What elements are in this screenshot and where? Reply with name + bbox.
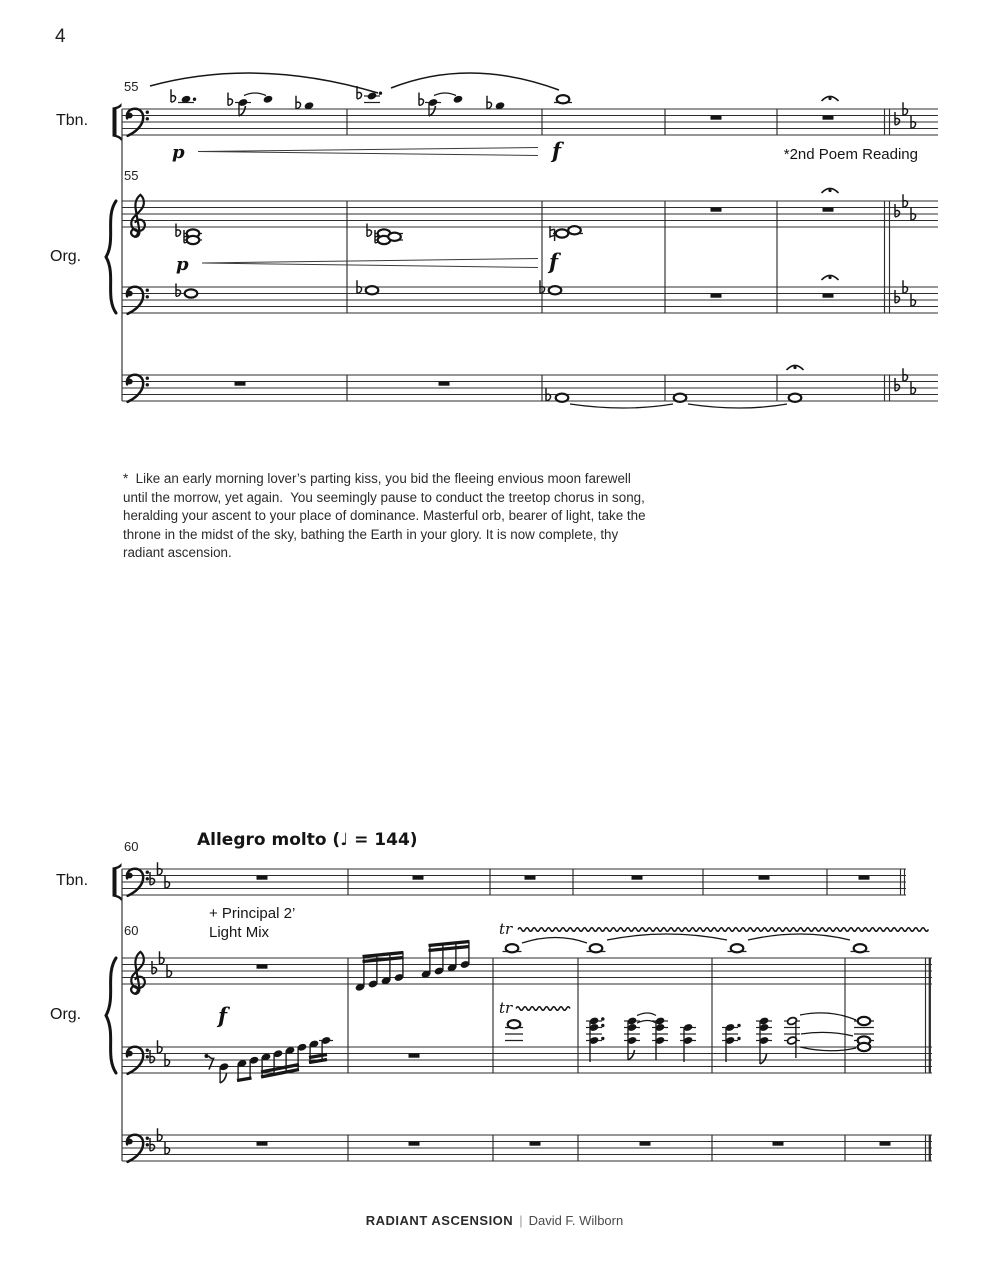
dynamic-p-organ: p (176, 254, 189, 275)
staff-organ-bass-system2 (122, 1040, 932, 1074)
chords-m64 (722, 1013, 856, 1064)
trill-label: tr (499, 999, 513, 1017)
measure-number-60-organ: 60 (124, 923, 139, 938)
system-1 (106, 73, 938, 408)
trombone-bracket-icon (113, 103, 122, 141)
dynamic-f-organ-s2: f (218, 1003, 228, 1028)
staff-trombone-system1 (122, 102, 938, 136)
registration-line-1: + Principal 2’ (209, 905, 296, 922)
tempo-marking: Allegro molto (♩ = 144) (197, 830, 418, 850)
measure-number-55-organ: 55 (124, 168, 139, 183)
dynamic-p-trombone: p (172, 142, 185, 163)
measure-number-60-trombone: 60 (124, 839, 139, 854)
footer-composer: David F. Wilborn (528, 1213, 624, 1228)
trill-wavy-line-icon (518, 928, 928, 932)
organ-music-system2 (205, 920, 929, 1083)
pedal-rests-system2 (257, 1142, 891, 1146)
trombone-label-system2: Tbn. (56, 872, 89, 889)
final-whole-chord (854, 1017, 874, 1051)
measure-number-55-trombone: 55 (124, 79, 139, 94)
system-2 (106, 862, 932, 1162)
footnote-line: throne in the midst of the sky, bathing the Earth in your glory. It is now complete, thy (123, 526, 619, 542)
dynamic-f-trombone: f (552, 138, 562, 163)
staff-organ-treble-system1 (122, 194, 938, 237)
tied-whole-notes-trill (499, 920, 928, 952)
organ-brace-icon (106, 958, 116, 1073)
page-number: 4 (55, 26, 66, 47)
trombone-music-system1 (150, 73, 839, 163)
crescendo-hairpin-trombone (198, 148, 538, 156)
dynamic-f-organ: f (549, 249, 559, 274)
fermata-icon (822, 188, 839, 193)
staff-pedal-system2 (122, 1128, 932, 1162)
footer-separator: | (519, 1213, 523, 1228)
footnote-line: heralding your ascent to your place of dominance. Masterful orb, bearer of light, take the (123, 508, 646, 524)
poem-reading-annotation: *2nd Poem Reading (783, 146, 918, 163)
staff-organ-bass-system1 (122, 280, 938, 314)
fermata-icon (787, 365, 804, 370)
organ-music-system1 (176, 188, 839, 297)
organ-label-system1: Org. (50, 248, 82, 265)
trill-wavy-line-icon (516, 1007, 570, 1011)
fermata-icon (822, 275, 839, 280)
eighth-rest-icon (205, 1054, 214, 1070)
trombone-bracket-icon (113, 863, 122, 901)
organ-label-system2: Org. (50, 1006, 82, 1023)
trill-label: tr (499, 920, 513, 938)
footer-work-title: RADIANT ASCENSION (365, 1213, 514, 1228)
pedal-music-system1 (235, 365, 804, 408)
trombone-label-system1: Tbn. (56, 112, 89, 129)
registration-line-2: Light Mix (209, 924, 270, 941)
footnote-line: until the morrow, yet again. You seemingly pause to conduct the treetop chorus in song, (123, 489, 645, 505)
footnote-line: * Like an early morning lover’s parting kiss, you bid the fleeing envious moon farewell (123, 471, 631, 486)
fermata-icon (822, 96, 839, 101)
staff-organ-treble-system2 (122, 951, 932, 994)
bass-trill-note (499, 999, 570, 1041)
organ-brace-icon (106, 201, 116, 313)
chords-m63 (586, 1013, 696, 1062)
staff-trombone-system2 (122, 862, 906, 896)
footnote-line: radiant ascension. (123, 545, 232, 561)
crescendo-hairpin-organ (202, 259, 538, 268)
barlines-organ-system1 (347, 201, 890, 313)
